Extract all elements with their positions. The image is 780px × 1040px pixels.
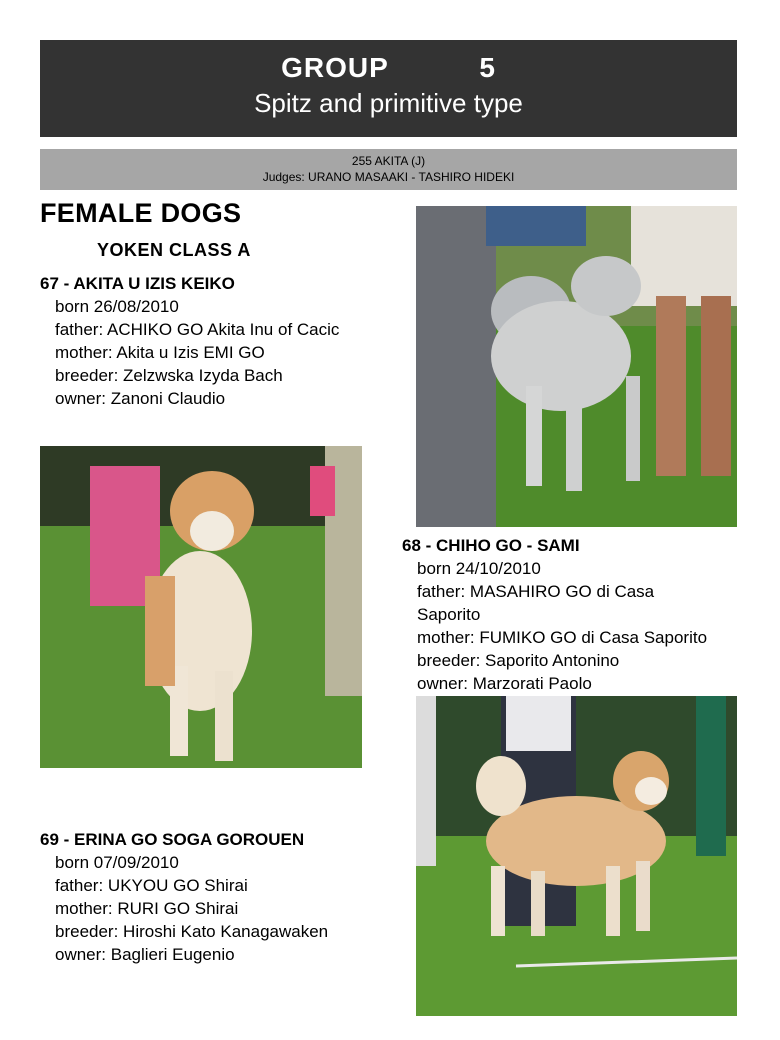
entry-name: 67 - AKITA U IZIS KEIKO bbox=[40, 274, 235, 293]
entry-breeder: breeder: Zelzwska Izyda Bach bbox=[55, 366, 283, 385]
entry-67 bbox=[40, 272, 339, 410]
entry-owner: owner: Marzorati Paolo bbox=[417, 674, 592, 693]
entry-father: father: ACHIKO GO Akita Inu of Cacic bbox=[55, 320, 340, 339]
dog-photo-69 bbox=[416, 696, 737, 1016]
entry-owner: owner: Zanoni Claudio bbox=[55, 389, 226, 408]
entry-born: born 07/09/2010 bbox=[55, 853, 179, 872]
judges-label: Judges: URANO MASAAKI - TASHIRO HIDEKI bbox=[262, 170, 515, 184]
entry-breeder: breeder: Saporito Antonino bbox=[417, 651, 620, 670]
entry-breeder: breeder: Hiroshi Kato Kanagawaken bbox=[55, 922, 329, 941]
entry-father: father: UKYOU GO Shirai bbox=[55, 876, 248, 895]
section-title: FEMALE DOGS bbox=[40, 198, 242, 228]
entry-69 bbox=[40, 828, 328, 966]
entry-mother: mother: RURI GO Shirai bbox=[55, 899, 239, 918]
entry-68 bbox=[402, 534, 707, 695]
dog-photo-67 bbox=[40, 446, 362, 768]
entry-born: born 26/08/2010 bbox=[55, 297, 179, 316]
class-title: YOKEN CLASS A bbox=[97, 240, 251, 260]
entry-name: 68 - CHIHO GO - SAMI bbox=[402, 536, 580, 555]
entry-owner: owner: Baglieri Eugenio bbox=[55, 945, 235, 964]
entry-mother: mother: FUMIKO GO di Casa Saporito bbox=[417, 628, 708, 647]
dog-photo-68 bbox=[416, 206, 737, 527]
entry-father-cont: Saporito bbox=[417, 605, 481, 624]
group-title: GROUP 5 bbox=[281, 52, 496, 83]
breed-label: 255 AKITA (J) bbox=[351, 154, 426, 168]
entry-name: 69 - ERINA GO SOGA GOROUEN bbox=[40, 830, 305, 849]
group-subtitle: Spitz and primitive type bbox=[254, 88, 523, 118]
entry-mother: mother: Akita u Izis EMI GO bbox=[55, 343, 265, 362]
group-header bbox=[40, 40, 737, 137]
breed-info-band bbox=[40, 149, 737, 190]
entry-father: father: MASAHIRO GO di Casa bbox=[417, 582, 655, 601]
entry-born: born 24/10/2010 bbox=[417, 559, 541, 578]
